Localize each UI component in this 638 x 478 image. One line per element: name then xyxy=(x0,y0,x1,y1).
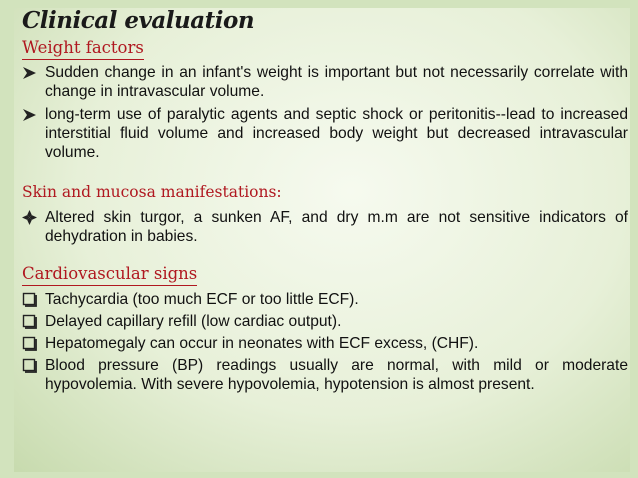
slide-frame-left xyxy=(0,0,14,478)
section-heading: Skin and mucosa manifestations: xyxy=(22,183,282,201)
slide-frame-bottom xyxy=(0,472,638,478)
list-item-text: Sudden change in an infant's weight is important but not necessarily correlate with change in intravascular volume. xyxy=(45,64,628,100)
slide-content xyxy=(22,6,628,394)
list-item xyxy=(22,208,628,246)
section-weight-factors xyxy=(22,37,628,162)
list-item xyxy=(22,105,628,162)
checkbox-bullet-icon xyxy=(22,334,42,353)
bullet-list xyxy=(22,208,628,246)
list-item-text: Blood pressure (BP) readings usually are normal, with mild or moderate hypovolemia. With severe hypovolemia, hypotension is almost present. xyxy=(45,357,628,393)
list-item xyxy=(22,356,628,394)
bullet-list xyxy=(22,63,628,162)
arrow-bullet-icon xyxy=(22,63,42,82)
checkbox-bullet-icon xyxy=(22,290,42,309)
diamond-bullet-icon xyxy=(22,208,42,227)
list-item-text: Tachycardia (too much ECF or too little ECF). xyxy=(45,291,359,308)
slide-title: Clinical evaluation xyxy=(22,7,255,34)
section-cardiovascular xyxy=(22,263,628,394)
list-item xyxy=(22,63,628,101)
list-item xyxy=(22,312,628,331)
arrow-bullet-icon xyxy=(22,105,42,124)
bullet-list xyxy=(22,290,628,394)
list-item-text: Hepatomegaly can occur in neonates with ECF excess, (CHF). xyxy=(45,335,479,352)
list-item xyxy=(22,334,628,353)
list-item-text: Altered skin turgor, a sunken AF, and dry m.m are not sensitive indicators of dehydration in babies. xyxy=(45,209,628,245)
list-item xyxy=(22,290,628,309)
slide-frame-right xyxy=(630,0,638,478)
section-heading: Weight factors xyxy=(22,37,144,60)
list-item-text: Delayed capillary refill (low cardiac output). xyxy=(45,313,342,330)
section-skin-mucosa xyxy=(22,181,628,246)
section-heading: Cardiovascular signs xyxy=(22,263,197,286)
checkbox-bullet-icon xyxy=(22,312,42,331)
checkbox-bullet-icon xyxy=(22,356,42,375)
list-item-text: long-term use of paralytic agents and septic shock or peritonitis--lead to increased interstitial fluid volume and increased body weight but decreased intravascular volume. xyxy=(45,106,628,161)
